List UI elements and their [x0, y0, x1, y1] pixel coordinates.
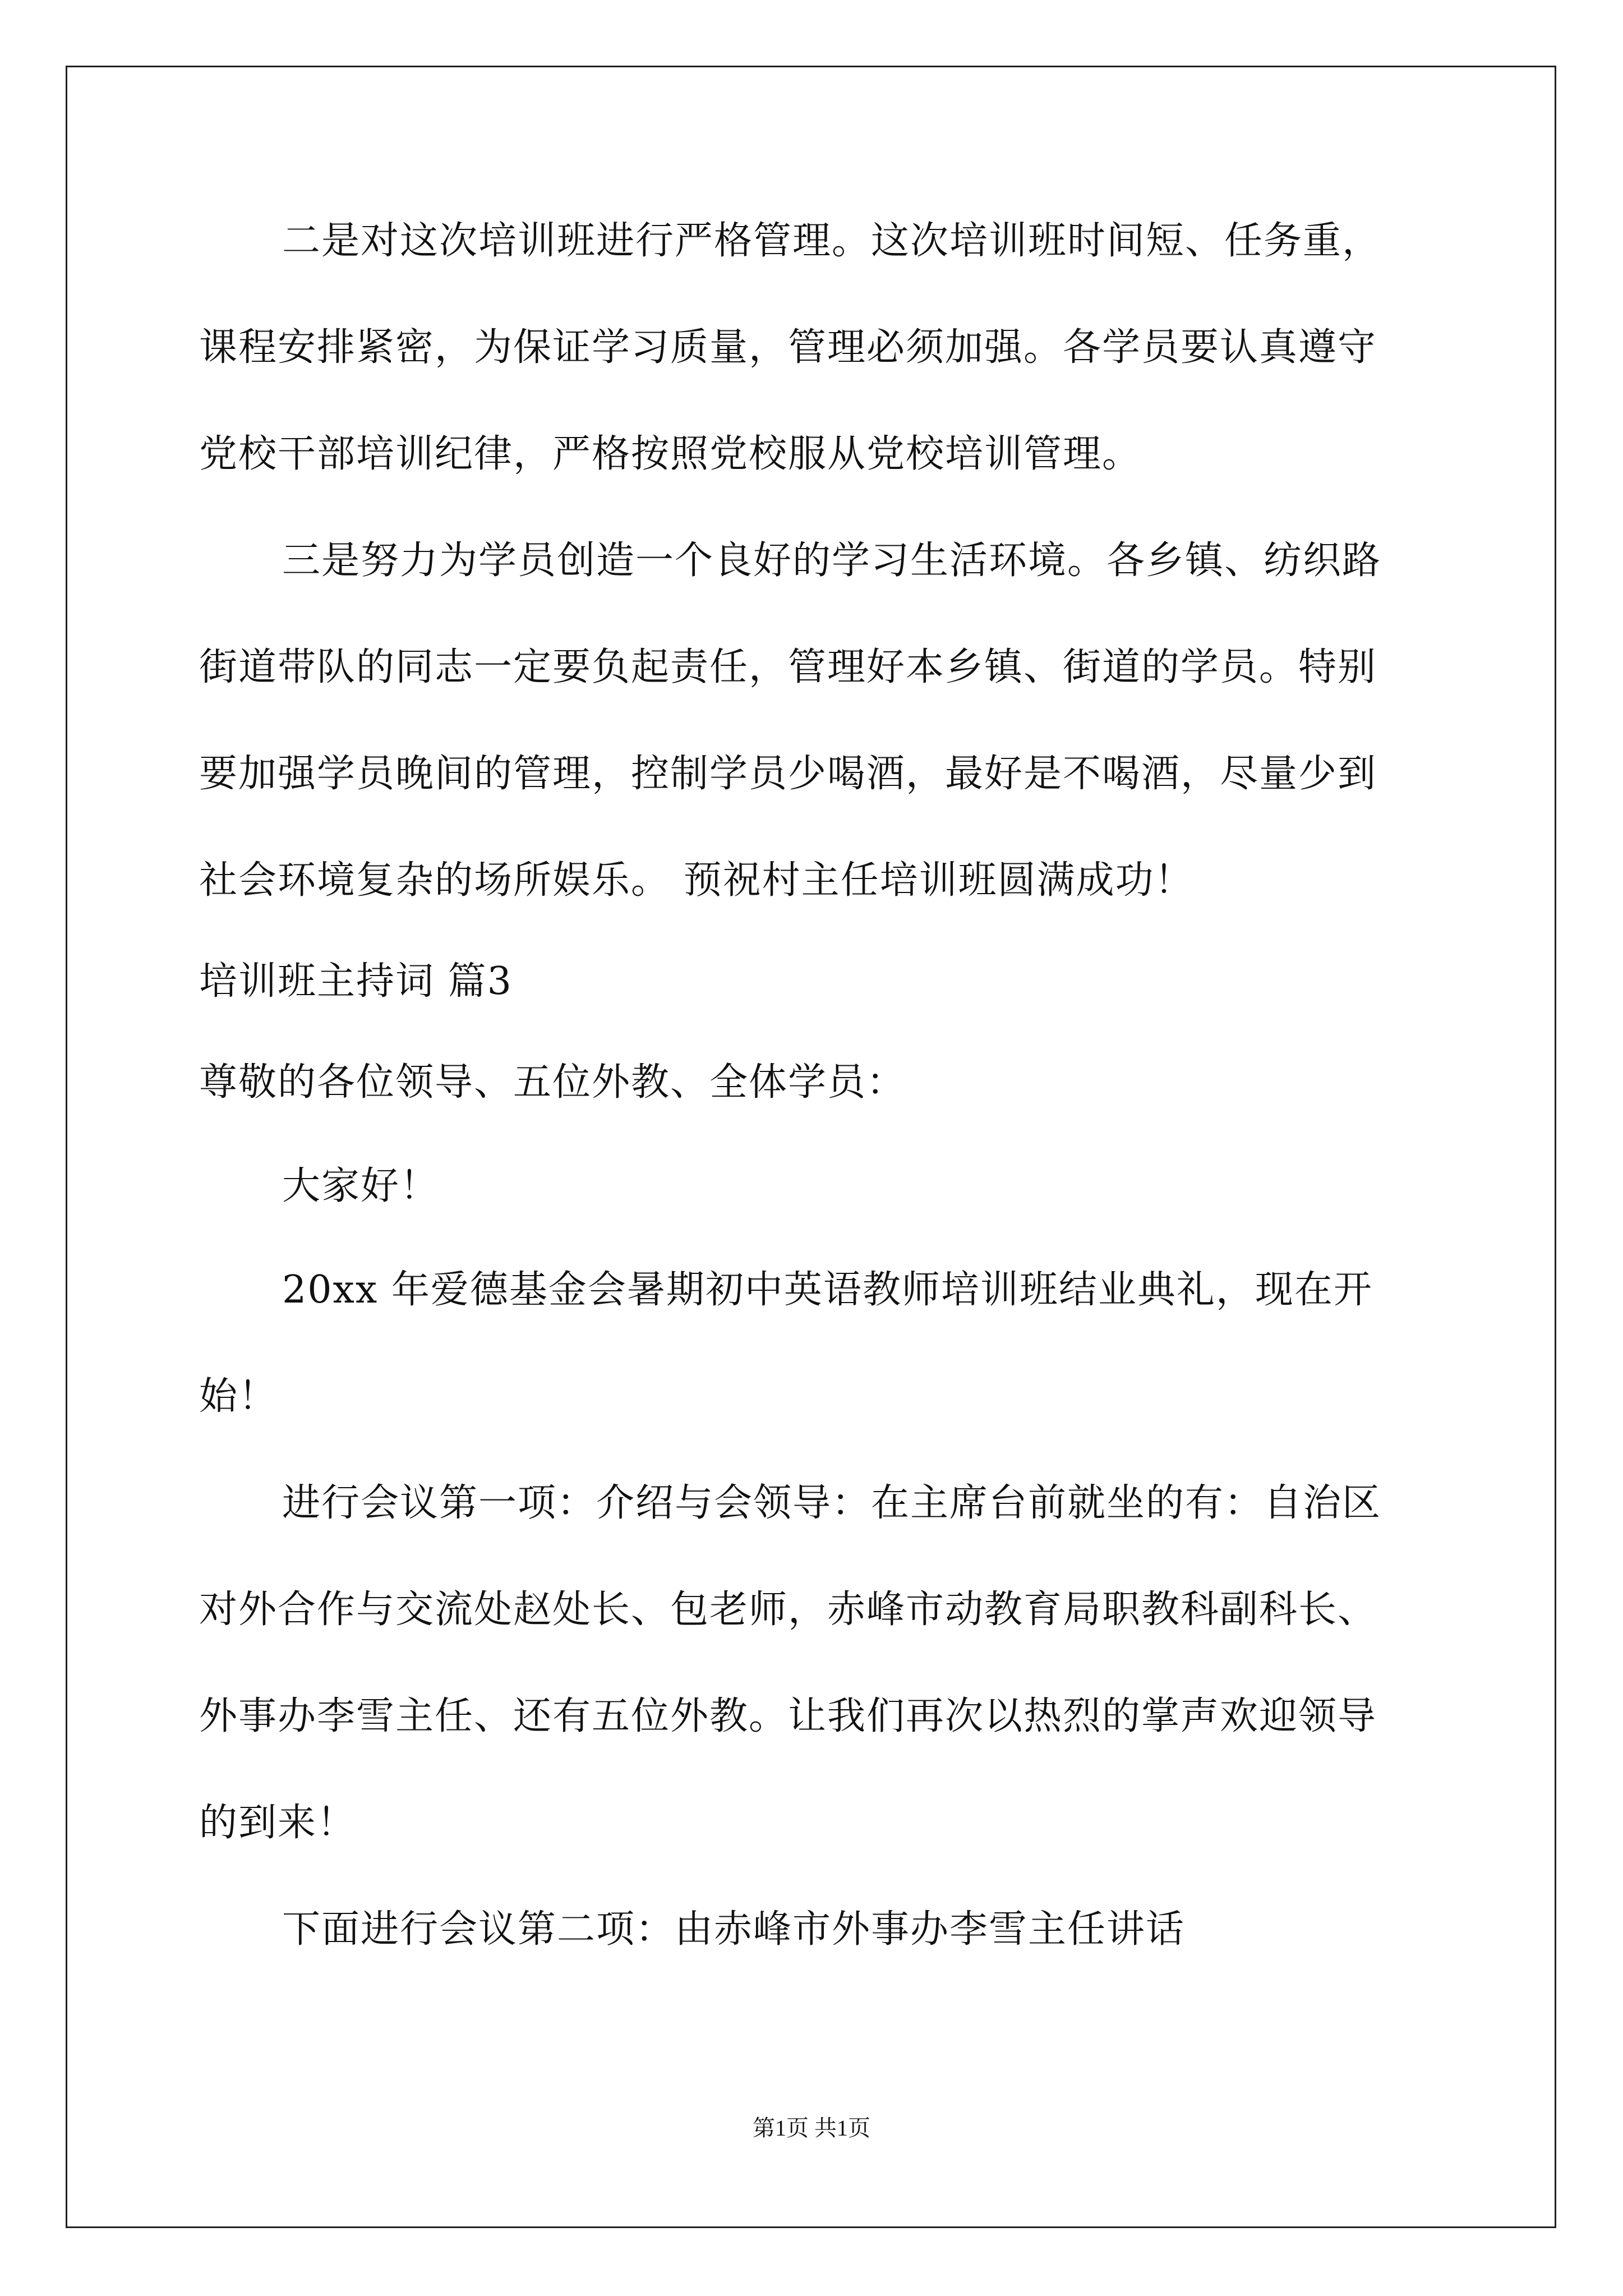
paragraph-line: 二是对这次培训班进行严格管理。这次培训班时间短、任务重， [282, 219, 1382, 263]
section-heading: 培训班主持词 篇3 [199, 959, 513, 1004]
salutation: 尊敬的各位领导、五位外教、全体学员： [199, 1060, 906, 1105]
paragraph-line: 进行会议第一项：介绍与会领导：在主席台前就坐的有：自治区 [282, 1481, 1382, 1525]
paragraph-line: 三是努力为学员创造一个良好的学习生活环境。各乡镇、纺织路 [282, 539, 1382, 583]
paragraph-line: 始！ [199, 1374, 278, 1419]
paragraph-line: 的到来！ [199, 1801, 357, 1845]
page-footer: 第1页 共1页 [753, 2115, 870, 2141]
paragraph-line: 课程安排紧密，为保证学习质量，管理必须加强。各学员要认真遵守 [199, 325, 1377, 370]
greeting: 大家好！ [282, 1164, 440, 1208]
paragraph-line: 对外合作与交流处赵处长、包老师，赤峰市动教育局职教科副科长、 [199, 1588, 1377, 1632]
paragraph-line: 20xx 年爱德基金会暑期初中英语教师培训班结业典礼，现在开 [282, 1268, 1373, 1312]
paragraph-line: 街道带队的同志一定要负起责任，管理好本乡镇、街道的学员。特别 [199, 645, 1377, 689]
paragraph-line: 下面进行会议第二项：由赤峰市外事办李雪主任讲话 [282, 1907, 1186, 1952]
paragraph-line: 外事办李雪主任、还有五位外教。让我们再次以热烈的掌声欢迎领导 [199, 1694, 1377, 1738]
paragraph-line: 党校干部培训纪律，严格按照党校服从党校培训管理。 [199, 432, 1142, 476]
paragraph-line: 要加强学员晚间的管理，控制学员少喝酒，最好是不喝酒，尽量少到 [199, 752, 1377, 796]
paragraph-line: 社会环境复杂的场所娱乐。 预祝村主任培训班圆满成功！ [199, 858, 1194, 903]
